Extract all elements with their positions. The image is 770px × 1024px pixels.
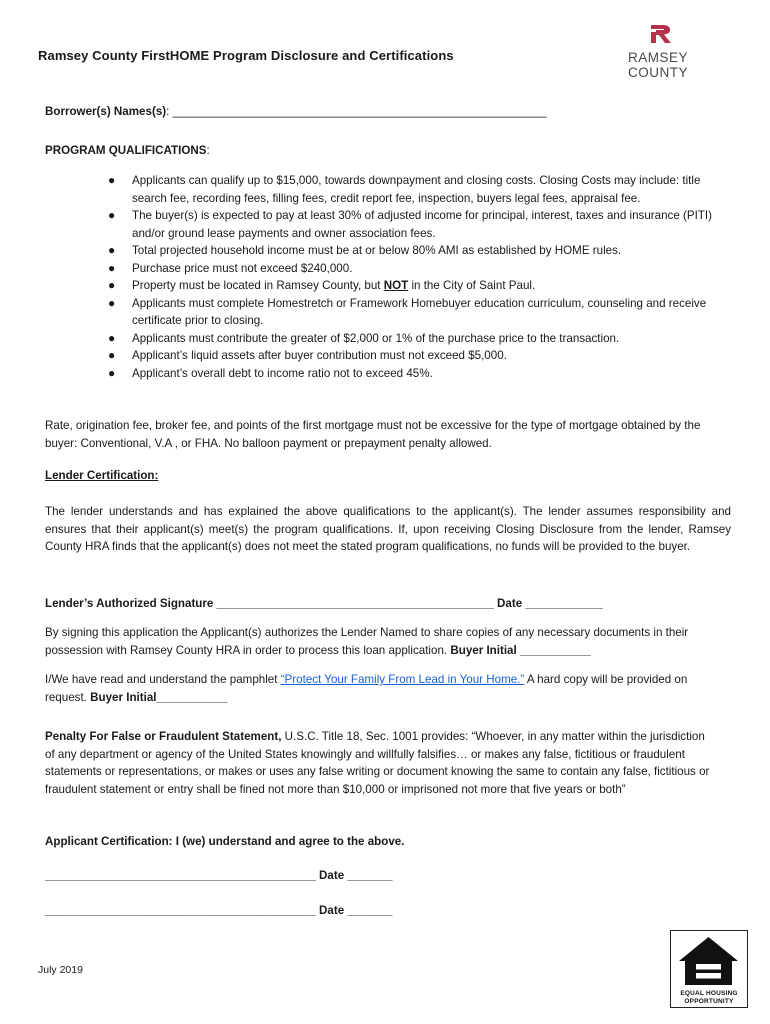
list-item [108, 260, 733, 278]
bullet-icon: ● [108, 208, 116, 222]
ramsey-county-logo [624, 22, 704, 84]
logo-text-line1: RAMSEY [628, 50, 689, 65]
pamphlet-paragraph [45, 671, 705, 706]
applicant-signature-line: __________________________________________ Date _______ [45, 904, 393, 917]
list-item [108, 295, 733, 330]
lender-certification-heading: Lender Certification: [45, 469, 159, 482]
applicant-certification-heading: Applicant Certification: I (we) understand and agree to the above. [45, 835, 405, 848]
pamphlet-text-after: A hard copy will be provided on request. [45, 673, 688, 704]
qualifications-heading-text: PROGRAM QUALIFICATIONS [45, 144, 207, 157]
qualifications-heading-colon: : [206, 144, 210, 157]
list-item-text: Applicants must contribute the greater of $2,000 or 1% of the purchase price to the transaction. [132, 331, 620, 345]
list-item-text: Purchase price must not exceed $240,000. [132, 261, 353, 275]
list-item [108, 365, 733, 383]
page-title: Ramsey County FirstHOME Program Disclosure and Certifications [38, 48, 454, 63]
bullet-icon: ● [108, 365, 116, 380]
buyer-initial-blank: ___________ [156, 690, 228, 704]
bullet-icon: ● [108, 173, 116, 187]
equal-housing-house-icon [671, 933, 746, 993]
bullet-icon: ● [108, 348, 116, 362]
eho-caption-line2: OPPORTUNITY [684, 998, 734, 1005]
authorization-paragraph [45, 624, 735, 659]
list-item [108, 172, 733, 207]
applicant-signature-line: __________________________________________ Date _______ [45, 869, 393, 882]
lead-pamphlet-link[interactable]: “Protect Your Family From Lead in Your Home.” [280, 673, 525, 686]
list-item [108, 347, 733, 365]
borrower-names-label: Borrower(s) Names(s) [45, 105, 167, 118]
footer-date: July 2019 [38, 964, 83, 976]
qualifications-heading [45, 142, 735, 160]
penalty-text: U.S.C. Title 18, Sec. 1001 provides: “Whoever, in any matter within the jurisdiction of any department or agency of the United States knowingly and willfully falsifies… or makes any false, fictitious or fraudulent statements or representations, or makes or uses any false writing or document knowing the same to contain any false, fictitious or fraudulent statement or entry shall be fined not more than $10,000 or imprisoned not more that five years or both” [45, 730, 710, 796]
penalty-paragraph [45, 728, 713, 798]
eho-caption-line1: EQUAL HOUSING [680, 990, 738, 997]
location-emphasis: NOT [383, 279, 409, 292]
ramsey-county-logo-mark-icon [650, 24, 672, 44]
list-item-text: Total projected household income must be at or below 80% AMI as established by HOME rules. [132, 244, 622, 257]
lender-signature-line: Lender’s Authorized Signature ___________________________________________ Date ____________ [45, 597, 603, 610]
list-item-text: Applicant’s liquid assets after buyer contribution must not exceed $5,000. [132, 349, 507, 362]
list-item [108, 277, 733, 295]
borrower-names-field [45, 103, 735, 121]
location-text-before: Property must be located in Ramsey County, but [132, 279, 384, 292]
list-item [108, 207, 733, 242]
bullet-icon: ● [108, 278, 116, 292]
borrower-names-blank: : __________________________________________________________ [166, 105, 547, 118]
equal-housing-logo [670, 930, 748, 1008]
buyer-initial-label: Buyer Initial [90, 690, 157, 704]
authorization-text: By signing this application the Applicant(s) authorizes the Lender Named to share copies of any necessary documents in their possession with Ramsey County HRA in order to process this loan application. [45, 626, 689, 657]
bullet-icon: ● [108, 330, 116, 345]
list-item-text: Applicants can qualify up to $15,000, towards downpayment and closing costs. Closing Costs may include: title search fee, recording fees, filling fees, credit report fee, inspection, buyers legal fees, appraisal fee. [132, 174, 701, 205]
bullet-icon: ● [108, 295, 116, 310]
bullet-icon: ● [108, 260, 116, 275]
list-item [108, 242, 733, 260]
list-item-text: The buyer(s) is expected to pay at least 30% of adjusted income for principal, interest, taxes and insurance (PITI) and/or ground lease payments and owner association fees. [132, 209, 712, 240]
bullet-icon: ● [108, 243, 116, 257]
pamphlet-text-before: I/We have read and understand the pamphlet [45, 673, 281, 686]
qualifications-list [108, 172, 733, 382]
lender-certification-paragraph: The lender understands and has explained the above qualifications to the applicant(s). The lender assumes responsibility and ensures that their applicant(s) meet(s) the program qualifications. If, upon receiving Closing Disclosure from the lender, Ramsey County HRA finds that the applicant(s) does not meet the stated program qualifications, no funds will be provided to the buyer. [45, 505, 731, 553]
buyer-initial-label: Buyer Initial [450, 643, 517, 657]
list-item [108, 330, 733, 348]
list-item-text: Applicant’s overall debt to income ratio not to exceed 45%. [132, 366, 433, 380]
list-item-text: Applicants must complete Homestretch or Framework Homebuyer education curriculum, counseling and receive certificate prior to closing. [132, 296, 707, 327]
rate-paragraph: Rate, origination fee, broker fee, and points of the first mortgage must not be excessive for the type of mortgage obtained by the buyer: Conventional, V.A , or FHA. No balloon payment or prepayment penalty allowed. [45, 419, 701, 450]
buyer-initial-blank: ___________ [516, 643, 591, 657]
location-text-after: in the City of Saint Paul. [408, 279, 536, 292]
penalty-label: Penalty For False or Fraudulent Statement, [45, 730, 282, 743]
logo-text-line2: COUNTY [628, 65, 688, 80]
